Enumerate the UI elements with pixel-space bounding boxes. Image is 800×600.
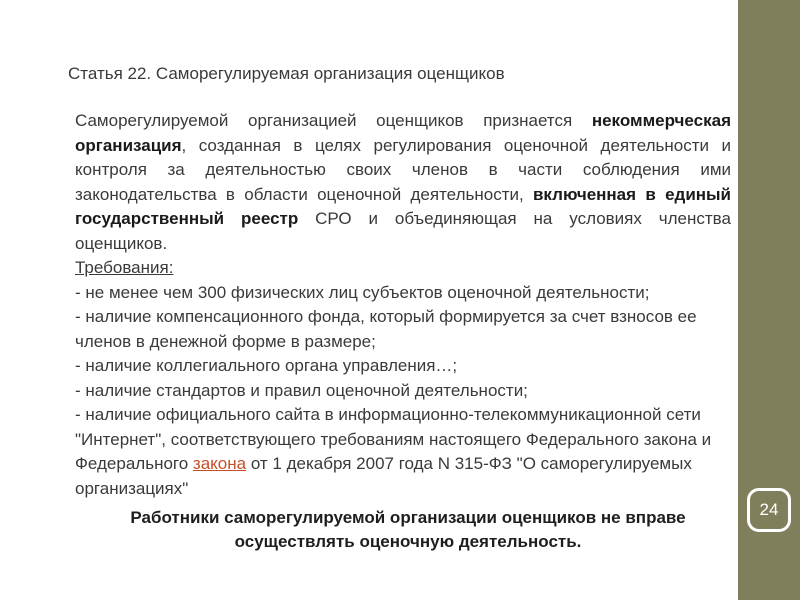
- requirement-item: - наличие стандартов и правил оценочной деятельности;: [75, 380, 528, 400]
- requirement-item-website: [75, 403, 731, 501]
- website-requirement-end: от 1 декабря 2007 года N 315-ФЗ "О саморегулируемых организациях": [75, 454, 692, 498]
- prohibition-note: Работники саморегулируемой организации оценщиков не вправе осуществлять оценочную деятельность.: [130, 508, 686, 551]
- definition-text-3: СРО и объединяющая на условиях членства оценщиков.: [75, 209, 731, 253]
- requirement-item: - не менее чем 300 физических лиц субъектов оценочной деятельности;: [75, 282, 650, 302]
- requirement-item: - наличие компенсационного фонда, который формируется за счет взносов ее членов в денежной форме в размере;: [75, 307, 697, 351]
- definition-bold-1: некоммерческая организация: [75, 111, 731, 155]
- definition-bold-2: включенная в единый государственный реестр: [75, 184, 732, 228]
- requirement-item: - наличие коллегиального органа управления…;: [75, 356, 458, 375]
- page-number-badge: [747, 488, 791, 532]
- page-number: 24: [759, 500, 779, 519]
- definition-text-1: Саморегулируемой организацией оценщиков признается: [75, 111, 592, 130]
- law-link[interactable]: закона: [192, 454, 247, 473]
- slide-content: [75, 109, 731, 501]
- requirements-heading: Требования:: [75, 258, 174, 277]
- slide-title: Статья 22. Саморегулируемая организация оценщиков: [68, 64, 505, 83]
- definition-text-2: , созданная в целях регулирования оценочной деятельности и контроля за деятельностью своих членов в части соблюдения ими законодательства в области оценочной деятельности,: [75, 135, 731, 204]
- website-requirement-text: - наличие официального сайта в информационно-телекоммуникационной сети "Интернет", соответствующего требованиям настоящего Федерального закона и Федерального: [75, 405, 712, 473]
- definition-paragraph: [75, 109, 731, 256]
